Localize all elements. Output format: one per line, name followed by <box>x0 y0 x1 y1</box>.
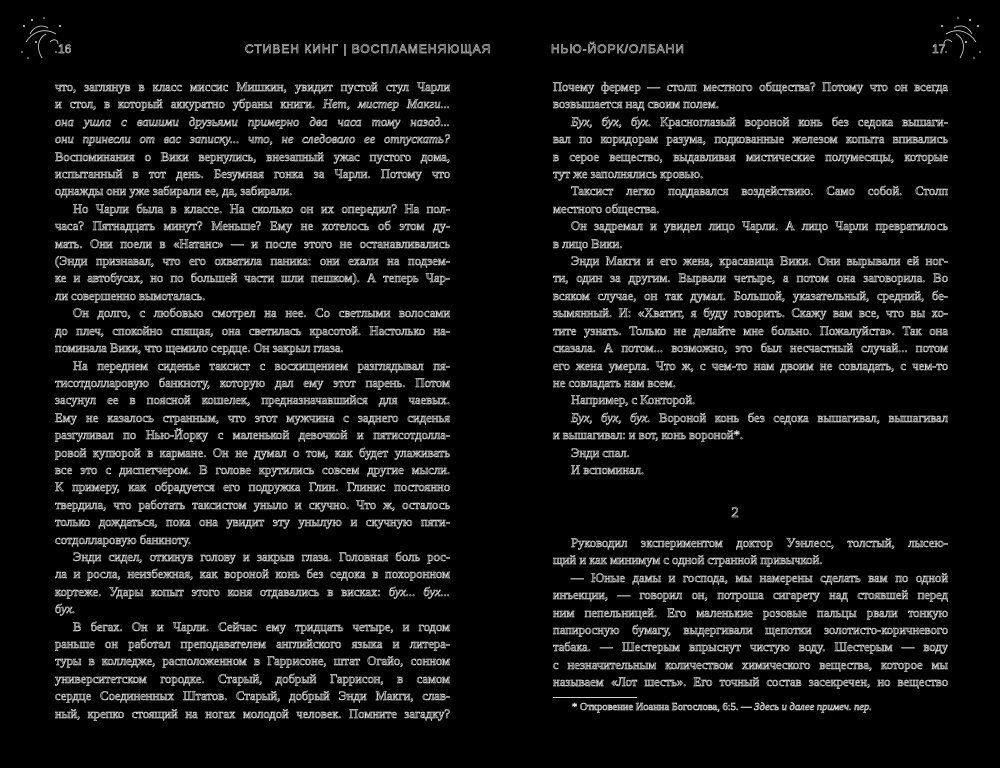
chapter-number: 2 <box>731 505 739 521</box>
text-segment: с незначительным количеством химического вещества, которое мы <box>553 657 948 672</box>
italic-text: Бух, бух, бух. <box>571 114 652 129</box>
page-number: 16 <box>58 42 72 56</box>
text-segment: и вышагивал: и вот, конь вороной*. <box>553 428 744 443</box>
text-line <box>553 183 948 200</box>
text-line <box>553 375 948 392</box>
text-segment: ке и автобусах, но по большей части шли пешком). А теперь Чар- <box>55 271 450 286</box>
italic-text: она ушла с вашими друзьями примерно два часа тому назад... <box>55 114 450 129</box>
text-segment: в лицо Вики. <box>553 236 623 251</box>
text-line <box>553 201 948 218</box>
text-segment: Красноглазый вороной конь без седока вышаги- <box>651 114 948 129</box>
text-line <box>55 149 450 166</box>
text-line <box>55 514 450 531</box>
italic-text: Бух, бух, бух. <box>571 410 651 425</box>
text-line <box>553 462 948 479</box>
body-text <box>553 535 948 692</box>
text-line <box>553 323 948 340</box>
text-line <box>55 96 450 113</box>
text-line <box>553 570 948 587</box>
text-line <box>55 462 450 479</box>
text-segment: Почему фермер — столп местного общества? Потому что он всегда <box>553 80 948 94</box>
text-segment: тут же заполнялись кровью. <box>553 167 704 182</box>
text-segment: Таксист легко поддавался воздействию. Само собой. Столп <box>571 184 948 199</box>
text-segment: возвышается над своим полем. <box>553 97 719 112</box>
text-line <box>553 552 948 569</box>
text-line <box>553 270 948 287</box>
text-segment: только дождаться, пока она увидит эту унылую и скучную пяти- <box>55 515 450 530</box>
text-segment: вал по коридорам разума, подкованные железом копыта впивались <box>553 132 948 147</box>
text-segment: что, заглянув в класс миссис Мишкин, увидит пустой стул Чарли <box>55 80 450 94</box>
text-segment: не совладать нам всем. <box>553 375 676 390</box>
floral-ornament-icon <box>934 12 986 64</box>
text-segment: ный, крепко стоящий на ногах молодой человек. Помните загадку? <box>55 706 450 721</box>
text-segment: Энди сидел, откинув голову и закрыв глаза. Головная боль рос- <box>73 549 450 564</box>
text-segment: в серое вещество, выдавливая мистические полумесяцы, которые <box>553 149 948 164</box>
text-line <box>553 535 948 552</box>
text-line <box>55 166 450 183</box>
text-segment: сотдолларовую банкноту. <box>55 532 191 547</box>
text-segment: раньше он работал преподавателем английского языка и литера- <box>55 637 450 651</box>
text-segment: всяком случае, он так думал. Большой, указательный, средний, бе- <box>553 288 948 303</box>
text-segment: до плеч, спокойно спящая, она светилась красотой. Настолько на- <box>55 323 450 338</box>
text-line <box>553 305 948 322</box>
footnote <box>572 702 872 713</box>
text-segment: Например, с Конторой. <box>571 393 696 408</box>
text-line <box>553 358 948 375</box>
text-segment: зымянный. И: «Хватит, я буду говорить. Скажу вам все, что вы хо- <box>553 306 948 321</box>
text-segment: папиросную бумагу, выдергивали щепотки золотисто-коричневого <box>553 623 948 638</box>
text-segment: засунул ее в поясной кошелек, предназначавшийся для чаевых. <box>55 393 450 408</box>
text-segment: Он долго, с любовью смотрел на нее. Со светлыми волосами <box>73 306 450 321</box>
text-segment: сердце Соединенных Штатов. Старый, добрый Энди Макги, слав- <box>55 689 450 704</box>
text-segment: ла и росла, неизбежная, как вороной конь без седока в похоронном <box>55 567 450 582</box>
text-line <box>553 114 948 131</box>
text-line <box>55 323 450 340</box>
text-segment: ровой купюрой в кармане. Он не думал о том, как будет улаживать <box>55 445 450 460</box>
text-line <box>553 657 948 674</box>
text-line <box>553 288 948 305</box>
text-segment: испытанный в тот день. Безумная гонка за Чарли. Потому что <box>55 167 450 182</box>
text-line <box>55 532 450 549</box>
floral-ornament-icon <box>16 12 68 64</box>
running-head: СТИВЕН КИНГ | ВОСПЛАМЕНЯЮЩАЯ <box>245 42 492 56</box>
italic-text: Нет, мистер Макги... <box>322 97 450 112</box>
text-line <box>55 183 450 200</box>
text-segment: (Энди признавал, что его охватила паника: они ехали на подзем- <box>55 254 450 269</box>
text-segment: поминала Вики, что щемило сердце. Он закрыл глаза. <box>55 341 344 356</box>
text-line <box>55 79 450 96</box>
text-line <box>553 166 948 183</box>
text-line <box>55 427 450 444</box>
italic-text: бух. <box>55 602 76 617</box>
italic-text: бух... бух... <box>388 584 450 599</box>
text-segment: К примеру, как обрадуется его подружка Глин. Глинис постоянно <box>55 480 450 495</box>
text-line <box>55 688 450 705</box>
text-line <box>55 497 450 514</box>
text-segment: табака. — Шестерым впрыснут чистую воду. Шестерым — воду <box>553 640 948 655</box>
text-segment: Руководил экспериментом доктор Уэнлесс, толстый, лысею- <box>571 536 948 550</box>
text-line <box>55 375 450 392</box>
text-segment: твердила, что работать таксистом уныло и скучно. Что ж, осталось <box>55 497 450 512</box>
text-line <box>553 79 948 96</box>
text-segment: часа? Пятнадцать минут? Меньше? Ему не хотелось об этом ду- <box>55 219 450 234</box>
text-line <box>55 218 450 235</box>
text-segment: ти, один за другим. Вырвали четыре, а потом она заговорила. Во <box>553 271 948 286</box>
text-segment: И вспоминал. <box>571 462 645 477</box>
text-line <box>55 566 450 583</box>
text-segment: тите узнать. Только не делайте мне больно. Пожалуйста». Так она <box>553 323 948 338</box>
text-segment: университетском городке. Старый, добрый Гаррисон, в самом <box>55 671 450 686</box>
text-line <box>553 96 948 113</box>
text-segment: В бегах. Он и Чарли. Сейчас ему тридцать четыре, и годом <box>73 619 450 634</box>
text-line <box>553 587 948 604</box>
text-line <box>55 236 450 253</box>
text-segment: разгуливал по Нью-Йорку с маленькой девочкой и пятисотдолла- <box>55 428 450 443</box>
text-line <box>55 114 450 131</box>
text-line <box>55 410 450 427</box>
text-line <box>553 253 948 270</box>
text-segment: Но Чарли была в классе. На сколько он их опередил? На пол- <box>73 201 450 216</box>
right-page <box>500 0 1000 768</box>
text-line <box>553 392 948 409</box>
text-segment: Энди спал. <box>571 445 630 460</box>
text-line <box>553 605 948 622</box>
text-line <box>553 427 948 444</box>
text-line <box>55 131 450 148</box>
text-segment: все это с диспетчером. В голове крутились совсем другие мысли. <box>55 462 450 477</box>
body-text <box>55 79 450 723</box>
text-segment: — Юные дамы и господа, мы намерены сделать вам по одной <box>571 570 948 585</box>
text-line <box>55 201 450 218</box>
text-line <box>553 236 948 253</box>
text-segment: инъекции, — говорил он, потроша сигарету над стоявшей перед <box>553 588 948 603</box>
text-segment: На переднем сиденье таксист с восхищением разглядывал пя- <box>73 358 450 373</box>
text-line <box>553 622 948 639</box>
text-segment: Он задремал и увидел лицо Чарли. А лицо Чарли превратилось <box>571 219 948 234</box>
text-segment: его жена умерла. Что ж, с чем-то нам двоим не совладать, с чем-то <box>553 358 948 373</box>
text-segment: щий и как минимум с одной странной привычкой. <box>553 553 823 568</box>
footnote-divider <box>553 697 637 698</box>
text-line <box>553 131 948 148</box>
text-line <box>553 410 948 427</box>
text-segment: Энди Макги и его жена, красавица Вики. Они вырывали ей ног- <box>571 254 948 269</box>
text-segment: мать. Они поели в «Натанс» — и после этого не останавливались <box>55 236 450 251</box>
text-segment: и стол, в который аккуратно убраны книги. <box>55 97 323 112</box>
text-line <box>55 358 450 375</box>
text-line <box>55 445 450 462</box>
page-number: 17 <box>932 42 946 56</box>
text-segment: ли совершенно вымоталась. <box>55 288 206 303</box>
text-segment: ним пепельницей. Его маленькие розовые пальцы рвали тонкую <box>553 605 948 620</box>
text-line <box>55 601 450 618</box>
running-head: НЬЮ-ЙОРК/ОЛБАНИ <box>551 42 685 56</box>
text-line <box>553 218 948 235</box>
text-segment: Вороной конь без седока вышагивал, вышагивал <box>650 410 948 425</box>
text-segment: туры в колледже, расположенном в Гаррисоне, штат Огайо, сонном <box>55 654 450 669</box>
text-line <box>55 653 450 670</box>
text-line <box>553 340 948 357</box>
text-segment: кортеже. Удары копыт этого коня отдавались в висках: <box>55 584 389 599</box>
text-segment: Воспоминания о Вики вернулись, внезапный ужас пустого дома, <box>55 149 450 164</box>
text-segment: однажды они уже забирали ее, да, забирали. <box>55 184 293 199</box>
text-line <box>55 340 450 357</box>
text-line <box>55 270 450 287</box>
text-line <box>55 619 450 636</box>
footnote-text: * Откровение Иоанна Богослова, 6:5. — <box>572 702 755 713</box>
text-line <box>55 392 450 409</box>
text-line <box>553 639 948 656</box>
text-segment: местного общества. <box>553 201 660 216</box>
text-line <box>553 445 948 462</box>
text-line <box>553 149 948 166</box>
footnote-note: Здесь и далее примеч. пер. <box>754 702 872 713</box>
text-line <box>55 288 450 305</box>
text-line <box>55 706 450 723</box>
text-line <box>55 305 450 322</box>
text-segment: сказала. А потом... возможно, это был несчастный случай... потом <box>553 341 948 356</box>
text-segment: Ему не казалось странным, что этот мужчина с заднего сиденья <box>55 410 450 425</box>
body-text <box>553 79 948 479</box>
text-line <box>55 253 450 270</box>
text-segment: тисотдолларовую банкноту, которую дал ему этот парень. Потом <box>55 375 450 390</box>
text-line <box>553 674 948 691</box>
text-line <box>55 479 450 496</box>
text-line <box>55 549 450 566</box>
text-line <box>55 671 450 688</box>
text-line <box>55 636 450 653</box>
italic-text: они принесли от вас записку... что, не следовало ее отпускать? <box>55 132 450 147</box>
text-segment: называем «Лот шесть». Его точный состав засекречен, но вещество <box>553 675 948 690</box>
text-line <box>55 584 450 601</box>
